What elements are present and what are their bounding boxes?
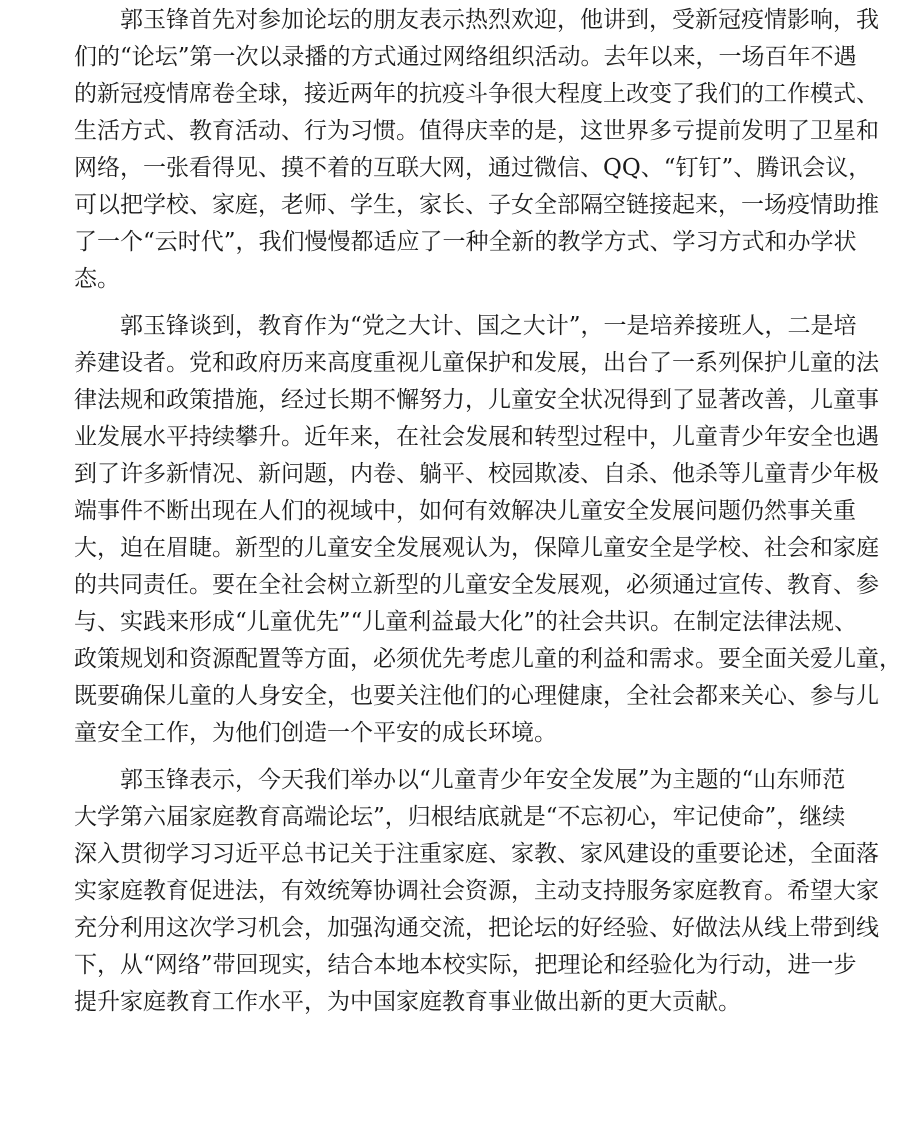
paragraph-2-line-7: 大，迫在眉睫。新型的儿童安全发展观认为，保障儿童安全是学校、社会和家庭 xyxy=(74,535,879,561)
paragraph-1-line-2: 们的“论坛”第一次以录播的方式通过网络组织活动。去年以来，一场百年不遇 xyxy=(74,44,857,70)
paragraph-3-line-4: 实家庭教育促进法，有效统筹协调社会资源，主动支持服务家庭教育。希望大家 xyxy=(74,878,879,904)
paragraph-3-line-5: 充分利用这次学习机会，加强沟通交流，把论坛的好经验、好做法从线上带到线 xyxy=(74,915,879,941)
paragraph-1-line-6: 可以把学校、家庭，老师、学生，家长、子女全部隔空链接起来，一场疫情助推 xyxy=(74,192,879,218)
paragraph-3-line-3: 深入贯彻学习习近平总书记关于注重家庭、家教、家风建设的重要论述，全面落 xyxy=(74,841,879,867)
paragraph-2-line-12: 童安全工作，为他们创造一个平安的成长环境。 xyxy=(74,720,557,746)
paragraph-2-line-2: 养建设者。党和政府历来高度重视儿童保护和发展，出台了一系列保护儿童的法 xyxy=(74,350,879,376)
paragraph-2-line-4: 业发展水平持续攀升。近年来，在社会发展和转型过程中，儿童青少年安全也遇 xyxy=(74,424,879,450)
paragraph-1-line-4: 生活方式、教育活动、行为习惯。值得庆幸的是，这世界多亏提前发明了卫星和 xyxy=(74,118,879,144)
paragraph-3-line-2: 大学第六届家庭教育高端论坛”，归根结底就是“不忘初心，牢记使命”，继续 xyxy=(74,804,846,830)
paragraph-2-line-8: 的共同责任。要在全社会树立新型的儿童安全发展观，必须通过宣传、教育、参 xyxy=(74,572,879,598)
paragraph-3-line-6: 下，从“网络”带回现实，结合本地本校实际，把理论和经验化为行动，进一步 xyxy=(74,952,857,978)
paragraph-1-line-8: 态。 xyxy=(74,266,120,292)
paragraph-2-line-11: 既要确保儿童的人身安全，也要关注他们的心理健康，全社会都来关心、参与儿 xyxy=(74,683,879,709)
paragraph-3-line-7: 提升家庭教育工作水平，为中国家庭教育事业做出新的更大贡献。 xyxy=(74,989,741,1015)
paragraph-3-line-1: 郭玉锋表示，今天我们举办以“儿童青少年安全发展”为主题的“山东师范 xyxy=(120,767,846,793)
paragraph-2-line-10: 政策规划和资源配置等方面，必须优先考虑儿童的利益和需求。要全面关爱儿童， xyxy=(74,646,902,672)
paragraph-2-line-3: 律法规和政策措施，经过长期不懈努力，儿童安全状况得到了显著改善，儿童事 xyxy=(74,387,879,413)
paragraph-1-line-3: 的新冠疫情席卷全球，接近两年的抗疫斗争很大程度上改变了我们的工作模式、 xyxy=(74,81,879,107)
paragraph-2-line-5: 到了许多新情况、新问题，内卷、躺平、校园欺凌、自杀、他杀等儿童青少年极 xyxy=(74,461,879,487)
paragraph-1-line-5: 网络，一张看得见、摸不着的互联大网，通过微信、QQ、“钉钉”、腾讯会议， xyxy=(74,155,872,181)
paragraph-1-line-7: 了一个“云时代”，我们慢慢都适应了一种全新的教学方式、学习方式和办学状 xyxy=(74,229,857,255)
paragraph-2-line-6: 端事件不断出现在人们的视域中，如何有效解决儿童安全发展问题仍然事关重 xyxy=(74,498,856,524)
paragraph-2-line-9: 与、实践来形成“儿童优先”“儿童利益最大化”的社会共识。在制定法律法规、 xyxy=(74,609,858,635)
paragraph-1-line-1: 郭玉锋首先对参加论坛的朋友表示热烈欢迎，他讲到，受新冠疫情影响，我 xyxy=(120,7,879,33)
paragraph-2-line-1: 郭玉锋谈到，教育作为“党之大计、国之大计”，一是培养接班人，二是培 xyxy=(120,313,857,339)
